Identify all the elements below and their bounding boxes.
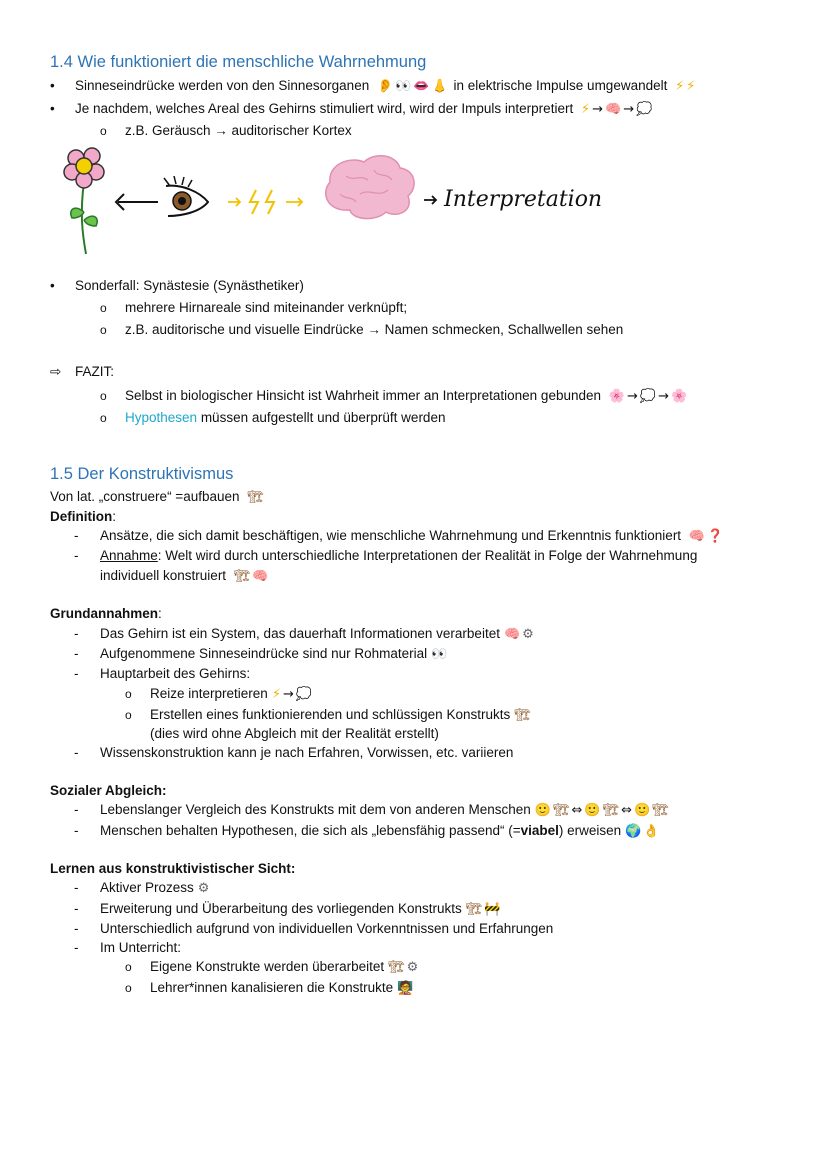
sub-bullet-text: z.B. Geräusch → auditorischer Kortex [125, 123, 352, 138]
grund-label-line [50, 605, 162, 623]
lernen-label: Lernen aus konstruktivistischer Sicht: [50, 861, 296, 876]
circle-marker: o [125, 981, 132, 995]
arrow-marker: ⇨ [50, 364, 62, 379]
bullet-marker: • [50, 78, 55, 93]
gear-icon: ⚙ [406, 960, 419, 975]
circle-marker: o [100, 124, 107, 138]
face-icon: 🙂 [633, 803, 651, 818]
eyes-icon: 👀 [431, 647, 448, 662]
bullet-marker: • [50, 278, 55, 293]
circle-marker: o [125, 708, 132, 722]
sub-bullet-text: Reize interpretieren [150, 686, 268, 701]
construction-icon: 🏗 [388, 960, 405, 975]
lips-icon: 👄 [413, 79, 430, 94]
arrow-icon: → [626, 389, 638, 404]
compare-icon: ⇔ [571, 803, 583, 818]
dash-marker: - [74, 880, 79, 895]
bolt-icon: ⚡ [271, 687, 281, 702]
gear-icon: ⚙ [197, 881, 210, 896]
arrow-left-drawing [116, 194, 158, 210]
construction-icon: 🏗 [233, 569, 251, 584]
construction-icon: 🏗 [552, 803, 570, 818]
sub-bullet-text: z.B. auditorische und visuelle Eindrücke → Namen schmecken, Schallwellen sehen [125, 322, 624, 337]
sub-bullet-cont [150, 725, 439, 743]
flower-drawing [64, 148, 104, 254]
construction-icon: 🏗 [652, 803, 669, 818]
dash-text: : Welt wird durch unterschiedliche Interpretationen der Realität in Folge der Wahrnehmung [157, 548, 698, 563]
bolt-icon: ⚡ [675, 79, 685, 94]
section-heading-1-4: 1.4 Wie funktioniert die menschliche Wahrnehmung [50, 53, 427, 71]
circle-marker: o [100, 301, 107, 315]
gear-icon: ⚙ [522, 627, 534, 642]
dash-text: Im Unterricht: [100, 940, 182, 955]
circle-marker: o [100, 411, 107, 425]
circle-marker: o [125, 687, 132, 701]
thought-bubble-icon: 💭 [636, 102, 653, 117]
sub-bullet-text: Eigene Konstrukte werden überarbeitet [150, 959, 385, 974]
bullet-text: Je nachdem, welches Areal des Gehirns stimuliert wird, wird der Impuls interpretiert [75, 101, 574, 116]
bullet-text: Sinneseindrücke werden von den Sinnesorganen [75, 78, 370, 93]
dash-text: Das Gehirn ist ein System, das dauerhaft Informationen verarbeitet [100, 626, 500, 641]
brain-icon: 🧠 [252, 569, 269, 584]
circle-marker: o [125, 960, 132, 974]
dash-marker: - [74, 823, 79, 838]
dash-item-cont [100, 567, 271, 586]
dash-text: Aufgenommene Sinneseindrücke sind nur Rohmaterial [100, 646, 428, 661]
dash-marker: - [74, 646, 79, 661]
dash-marker: - [74, 745, 79, 760]
ok-hand-icon: 👌 [643, 824, 660, 839]
dash-marker: - [74, 901, 79, 916]
nose-icon: 👃 [431, 79, 448, 94]
arrow-icon: → [623, 102, 635, 117]
perception-drawing [60, 142, 603, 260]
face-icon: 🙂 [584, 803, 601, 818]
dash-marker: - [74, 666, 79, 681]
bullet-text: Sonderfall: Synästesie (Synästhetiker) [75, 278, 304, 293]
compare-icon: ⇔ [621, 803, 632, 818]
circle-marker: o [100, 389, 107, 403]
sub-bullet-text: Erstellen eines funktionierenden und schlüssigen Konstrukts [150, 707, 511, 722]
sub-bullet-text-cont: (dies wird ohne Abgleich mit der Realität erstellt) [150, 726, 439, 741]
bolt-icon: ⚡ [686, 79, 696, 94]
globe-icon: 🌍 [625, 824, 642, 839]
dash-marker: - [74, 940, 79, 955]
intro-line [50, 488, 266, 507]
dash-text: Lebenslanger Vergleich des Konstrukts mit dem von anderen Menschen [100, 802, 531, 817]
bolt-icon: ⚡ [580, 102, 591, 117]
dash-text-cont: individuell konstruiert [100, 568, 227, 583]
bullet-marker: • [50, 101, 55, 116]
circle-marker: o [100, 323, 107, 337]
dash-marker: - [74, 921, 79, 936]
dash-text: Erweiterung und Überarbeitung des vorliegenden Konstrukts [100, 901, 462, 916]
hypothesen-highlight: Hypothesen [125, 410, 198, 425]
annahme-label: Annahme [100, 548, 158, 563]
dash-text: Hauptarbeit des Gehirns: [100, 666, 251, 681]
sub-bullet-text: Selbst in biologischer Hinsicht ist Wahrheit immer an Interpretationen gebunden [125, 388, 602, 403]
eyes-icon: 👀 [395, 79, 412, 94]
sub-bullet-text: Lehrer*innen kanalisieren die Konstrukte [150, 980, 394, 995]
impulse-drawing [228, 190, 302, 214]
barrier-icon: 🚧 [484, 902, 501, 917]
section-heading-1-5: 1.5 Der Konstruktivismus [50, 465, 234, 483]
interpretation-label: Interpretation [444, 187, 603, 212]
thought-bubble-icon: 💭 [295, 687, 313, 702]
construction-icon: 🏗 [465, 902, 483, 917]
definition-colon: : [112, 509, 117, 524]
brain-icon: 🧠 [688, 529, 706, 544]
ear-icon: 👂 [376, 79, 394, 94]
dash-text: Aktiver Prozess [100, 880, 194, 895]
dash-text: Ansätze, die sich damit beschäftigen, wie menschliche Wahrnehmung und Erkenntnis funktioniert [100, 528, 682, 543]
dash-marker: - [74, 548, 79, 563]
definition-label-line [50, 508, 116, 526]
brain-icon: 🧠 [503, 627, 521, 642]
dash-text: Wissenskonstruktion kann je nach Erfahren, Vorwissen, etc. variieren [100, 745, 514, 760]
flower-icon: 🌸 [670, 389, 688, 404]
sub-bullet-text: müssen aufgestellt und überprüft werden [197, 410, 446, 425]
eye-drawing [164, 176, 208, 216]
face-icon: 🙂 [534, 803, 551, 818]
definition-label: Definition [50, 509, 113, 524]
sozial-label: Sozialer Abgleich: [50, 783, 167, 798]
arrow-right-drawing [424, 196, 436, 204]
brain-drawing [326, 156, 414, 219]
fazit-line [50, 363, 115, 381]
grundannahmen-label: Grundannahmen [50, 606, 159, 621]
flower-icon: 🌸 [608, 389, 625, 404]
fazit-label: FAZIT: [75, 364, 115, 379]
grund-colon: : [158, 606, 162, 621]
intro-text: Von lat. „construere“ =aufbauen [50, 489, 240, 504]
thought-bubble-icon: 💭 [639, 389, 657, 404]
arrow-icon: → [658, 389, 669, 404]
teacher-icon: 🧑‍🏫 [397, 981, 414, 996]
sub-bullet-text: mehrere Hirnareale sind miteinander verknüpft; [125, 300, 408, 315]
dash-marker: - [74, 528, 79, 543]
question-icon: ❓ [707, 529, 724, 544]
arrow-icon: → [282, 687, 294, 702]
viabel-bold: viabel [520, 823, 559, 838]
dash-text: Menschen behalten Hypothesen, die sich als „lebensfähig passend“ (= [100, 823, 521, 838]
dash-text-end: ) erweisen [558, 823, 622, 838]
brain-icon: 🧠 [605, 102, 622, 117]
dash-text: Unterschiedlich aufgrund von individuellen Vorkenntnissen und Erfahrungen [100, 921, 554, 936]
construction-icon: 🏗 [514, 708, 531, 723]
construction-icon: 🏗 [247, 490, 264, 505]
dash-marker: - [74, 802, 79, 817]
arrow-icon: → [592, 102, 604, 117]
construction-icon: 🏗 [602, 803, 620, 818]
bullet-text-cont: in elektrische Impulse umgewandelt [453, 78, 668, 93]
dash-marker: - [74, 626, 79, 641]
